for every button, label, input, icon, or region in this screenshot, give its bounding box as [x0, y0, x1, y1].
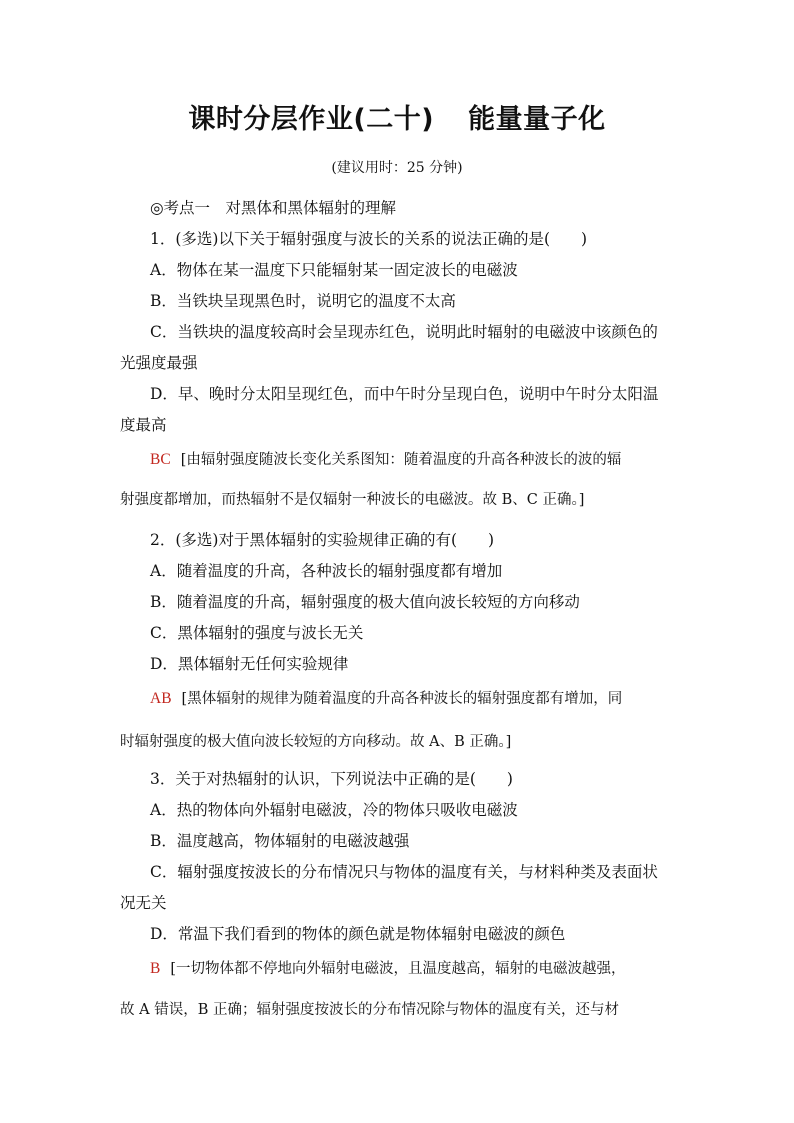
q2-stem: 2．(多选)对于黑体辐射的实验规律正确的有( ) [150, 531, 495, 549]
q3-option-a: A．热的物体向外辐射电磁波，冷的物体只吸收电磁波 [150, 801, 518, 819]
q2-answer-key: AB [150, 690, 172, 707]
page-title [0, 97, 794, 136]
q2-option-d: D．黑体辐射无任何实验规律 [150, 655, 349, 673]
q2-explanation: [黑体辐射的规律为随着温度的升高各种波长的辐射强度都有增加，同 [181, 691, 623, 707]
q3-option-c: C．辐射强度按波长的分布情况只与物体的温度有关，与材料种类及表面状 [150, 863, 658, 881]
q2-option-b: B．随着温度的升高，辐射强度的极大值向波长较短的方向移动 [150, 593, 580, 611]
q1-option-d: D．早、晚时分太阳呈现红色，而中午时分呈现白色，说明中午时分太阳温 [150, 385, 659, 403]
q1-option-c-cont: 光强度最强 [120, 354, 198, 372]
q2-answer [0, 689, 794, 709]
q3-explanation-cont: 故 A 错误，B 正确；辐射强度按波长的分布情况除与物体的温度有关，还与材 [120, 1002, 619, 1018]
q2-option-a: A．随着温度的升高，各种波长的辐射强度都有增加 [150, 562, 503, 580]
q3-stem: 3．关于对热辐射的认识，下列说法中正确的是( ) [150, 770, 513, 788]
q1-option-c: C．当铁块的温度较高时会呈现赤红色，说明此时辐射的电磁波中该颜色的 [150, 323, 658, 341]
suggested-time: (建议用时：25 分钟) [331, 160, 463, 176]
q1-stem: 1．(多选)以下关于辐射强度与波长的关系的说法正确的是( ) [150, 230, 588, 248]
q1-explanation-cont: 射强度都增加，而热辐射不是仅辐射一种波长的电磁波。故 B、C 正确。] [120, 492, 585, 508]
q3-option-d: D．常温下我们看到的物体的颜色就是物体辐射电磁波的颜色 [150, 925, 566, 943]
q3-explanation: [一切物体都不停地向外辐射电磁波，且温度越高，辐射的电磁波越强， [170, 961, 626, 977]
q1-answer-key: BC [150, 451, 171, 468]
q1-option-a: A．物体在某一温度下只能辐射某一固定波长的电磁波 [150, 261, 518, 279]
q1-explanation: [由辐射强度随波长变化关系图知：随着温度的升高各种波长的波的辐 [180, 452, 622, 468]
title-topic: 能量量子化 [468, 104, 606, 135]
q3-option-b: B．温度越高，物体辐射的电磁波越强 [150, 832, 410, 850]
section-heading: ◎考点一 对黑体和黑体辐射的理解 [150, 199, 397, 217]
title-main: 课时分层作业(二十) [188, 104, 435, 135]
q3-option-c-cont: 况无关 [120, 894, 167, 912]
q2-option-c: C．黑体辐射的强度与波长无关 [150, 624, 364, 642]
q3-answer-key: B [150, 960, 161, 977]
q2-explanation-cont: 时辐射强度的极大值向波长较短的方向移动。故 A、B 正确。] [120, 734, 512, 750]
q1-option-b: B．当铁块呈现黑色时，说明它的温度不太高 [150, 292, 456, 310]
q1-option-d-cont: 度最高 [120, 416, 167, 434]
q1-answer [0, 450, 794, 470]
q3-answer [0, 959, 794, 979]
